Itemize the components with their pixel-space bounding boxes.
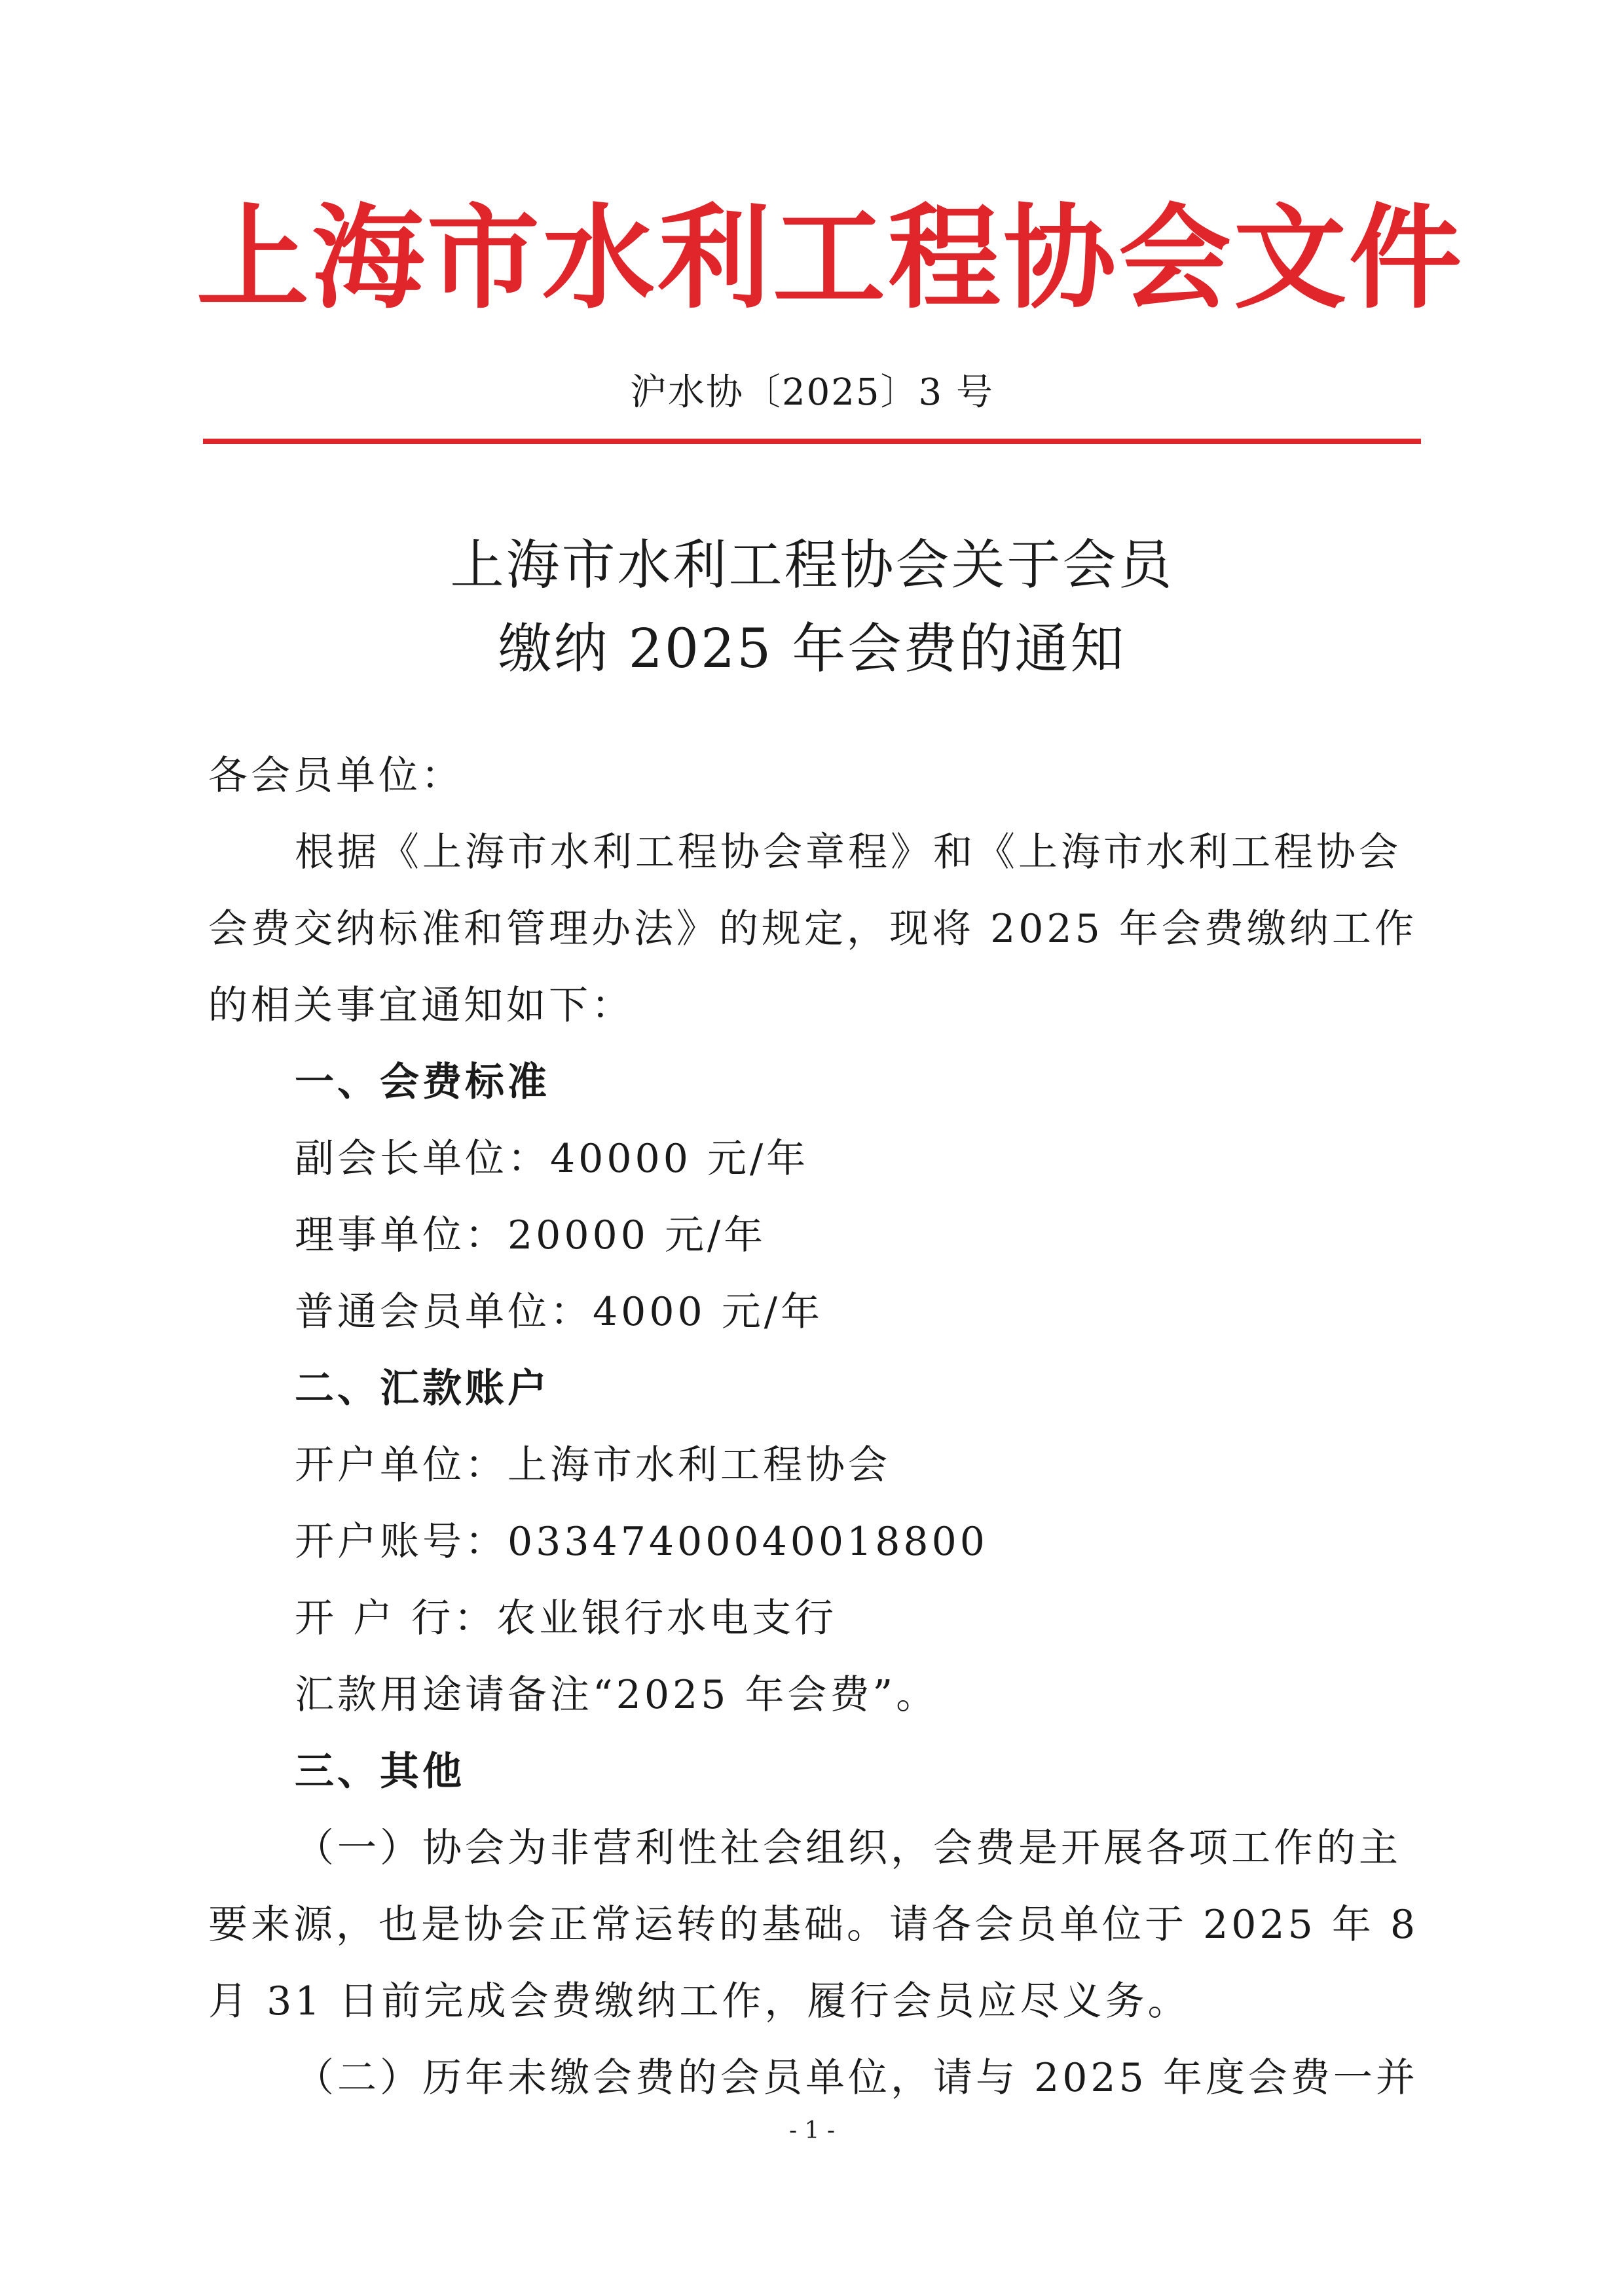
- account-holder: 开户单位：上海市水利工程协会: [295, 1442, 891, 1488]
- remittance-note: 汇款用途请备注“2025 年会费”。: [295, 1672, 939, 1718]
- fee-item-ordinary-member: 普通会员单位：4000 元/年: [295, 1289, 823, 1335]
- fee-item-director: 理事单位：20000 元/年: [295, 1212, 767, 1258]
- section-heading-remittance-account: 二、汇款账户: [295, 1366, 550, 1412]
- notice-body: [208, 738, 1419, 2117]
- other-para-1-line-2: 要来源，也是协会正常运转的基础。请各会员单位于 2025 年 8: [208, 1902, 1419, 1948]
- notice-title-line-1: 上海市水利工程协会关于会员: [450, 534, 1174, 596]
- section-heading-other: 三、其他: [295, 1749, 465, 1795]
- other-para-1-line-1: （一）协会为非营利性社会组织，会费是开展各项工作的主: [295, 1825, 1401, 1871]
- intro-line-1: 根据《上海市水利工程协会章程》和《上海市水利工程协会: [295, 829, 1401, 875]
- page-number: - 1 -: [788, 2117, 836, 2144]
- account-number: 开户账号：03347400040018800: [295, 1519, 988, 1565]
- red-divider-line: [203, 439, 1421, 444]
- other-para-2-line-1: （二）历年未缴会费的会员单位，请与 2025 年度会费一并: [295, 2055, 1418, 2101]
- account-bank: 开 户 行：农业银行水电支行: [295, 1595, 838, 1641]
- intro-line-3: 的相关事宜通知如下：: [208, 983, 634, 1029]
- document-number: 沪水协〔2025〕3 号: [630, 371, 994, 414]
- notice-title: [196, 524, 1428, 691]
- fee-item-vice-president: 副会长单位：40000 元/年: [295, 1136, 809, 1182]
- section-heading-fee-standard: 一、会费标准: [295, 1059, 550, 1105]
- intro-line-2: 会费交纳标准和管理办法》的规定，现将 2025 年会费缴纳工作: [208, 906, 1417, 952]
- notice-title-line-2: 缴纳 2025 年会费的通知: [498, 618, 1126, 680]
- salutation: 各会员单位：: [208, 753, 464, 799]
- other-para-1-line-3: 月 31 日前完成会费缴纳工作，履行会员应尽义务。: [208, 1978, 1190, 2024]
- masthead-title: 上海市水利工程协会文件: [196, 192, 1464, 324]
